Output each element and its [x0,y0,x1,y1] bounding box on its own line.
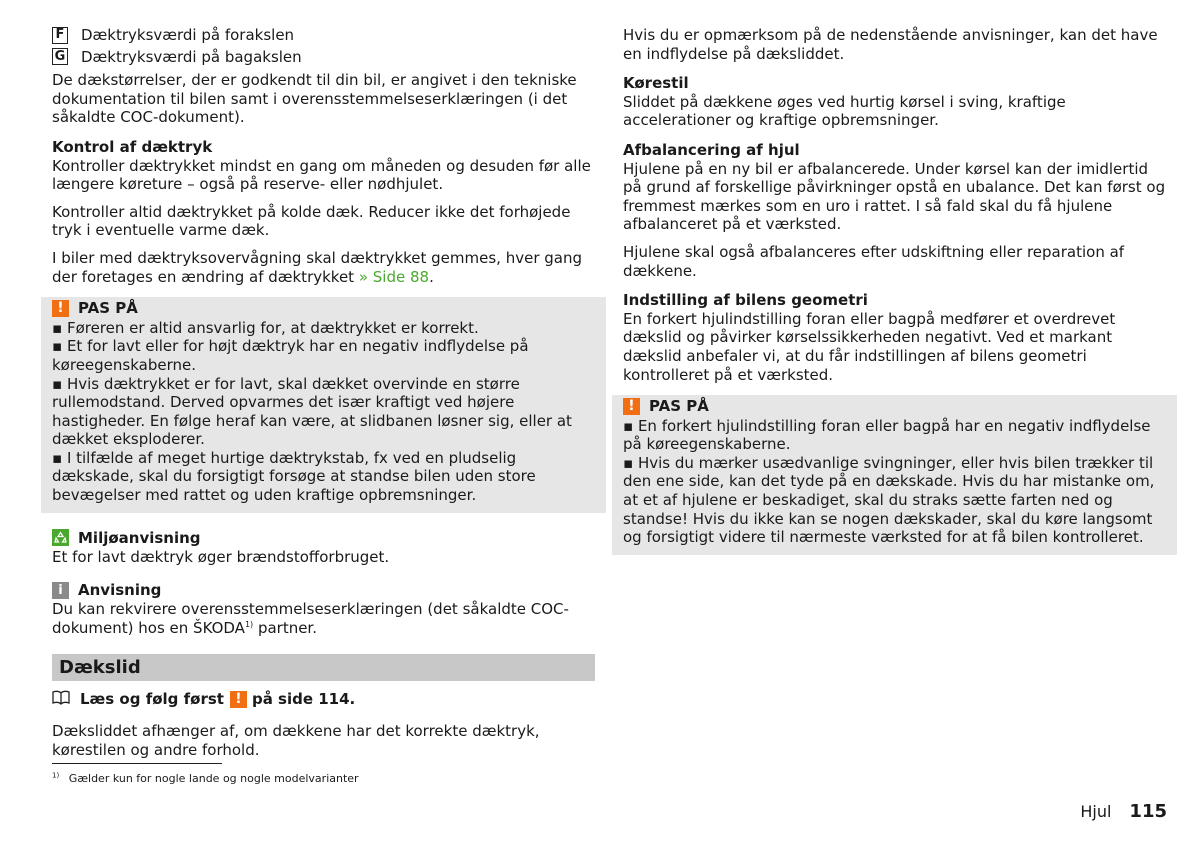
info-text-main: Du kan rekvirere overensstemmelseserklæringen (det såkaldte COC-dokument) hos en ŠKODA [52,600,569,638]
left-column [52,26,595,768]
warning-item: ▪ I tilfælde af meget hurtige dæktrykstab, fx ved en pludselig dækskade, skal du forsigtigt forsøge at standse bilen uden store bevægelser med rattet og uden kraftige opbremsninger. [52,448,536,505]
legend-letter-g: G [52,48,68,65]
environment-note [52,529,595,567]
wear-paragraph: Dæksliddet afhænger af, om dækkene har det korrekte dæktryk, kørestilen og andre forhold. [52,722,540,759]
geometry-heading: Indstilling af bilens geometri [623,291,868,310]
page-88-link[interactable]: » Side 88 [358,267,430,286]
warning-box-wheel-alignment [612,395,1177,555]
recycle-icon [52,529,69,546]
footnote-divider [52,763,222,764]
legend-letter-f: F [52,27,68,44]
warning-item-text: Hvis du mærker usædvanlige svingninger, eller hvis bilen trækker til den ene side, kan det tyde på en dækskade. Hvis du har mistanke om, at et af hjulene er beskadiget, skal du straks sætte farten ned og standse! Hvis du ikke kan se nogen dækskader, skal du køre langsomt og forsigtigt videre til nærmeste værksted for at få bilen kontrolleret. [623,453,1155,547]
style-text: Sliddet på dækkene øges ved hurtig kørsel i sving, kraftige accelerationer og kraftige opbremsninger. [623,92,1066,130]
warning-item-text: Føreren er altid ansvarlig for, at dæktrykket er korrekt. [66,318,479,337]
environment-text: Et for lavt dæktryk øger brændstofforbruget. [52,548,390,567]
warning-header [623,397,1166,416]
info-text-end: partner. [253,619,317,638]
read-first-suffix: på side 114. [251,690,356,709]
footnote [52,772,359,786]
legend-item-g [52,48,595,67]
warning-icon: ! [623,398,640,415]
geometry-text: En forkert hjulindstilling foran eller bagpå medfører et overdrevet dækslid og påvirker kørselssikkerheden negativt. Ved et markant dækslid anbefaler vi, at du får indstillingen af bilens geometri kontrolleret på et værksted. [623,309,1116,384]
section-title-bar: Dækslid [52,654,595,681]
control-paragraph-3 [52,249,595,286]
environment-title: Miljøanvisning [78,528,201,547]
environment-header [52,529,595,548]
right-intro: Hvis du er opmærksom på de nedenstående anvisninger, kan det have en indflydelse på dæksliddet. [623,26,1158,63]
warning-item-text: En forkert hjulindstilling foran eller bagpå har en negativ indflydelse på køreegenskaberne. [623,416,1151,454]
info-title: Anvisning [78,580,162,599]
page-number: 115 [1129,801,1167,822]
warning-item: ▪ Hvis du mærker usædvanlige svingninger, eller hvis bilen trækker til den ene side, kan det tyde på en dækskade. Hvis du har mistanke om, at et af hjulene er beskadiget, skal du straks sætte farten ned og standse! Hvis du ikke kan se nogen dækskader, skal du køre langsomt og forsigtigt videre til nærmeste værksted for at få bilen kontrolleret. [623,453,1155,547]
footnote-ref: 1) [244,620,254,630]
warning-item-text: I tilfælde af meget hurtige dæktrykstab, fx ved en pludselig dækskade, skal du forsigtigt forsøge at standse bilen uden store bevægelser med rattet og uden kraftige opbremsninger. [52,448,536,505]
book-icon [52,690,70,710]
warning-item: ▪ Et for lavt eller for højt dæktryk har en negativ indflydelse på køreegenskaberne. [52,337,529,374]
legend-text-f: Dæktryksværdi på forakslen [81,26,295,44]
legend-text-g: Dæktryksværdi på bagakslen [81,47,302,66]
warning-title: PAS PÅ [649,397,709,416]
warning-title: PAS PÅ [78,299,138,318]
control-paragraph-2: Kontroller altid dæktrykket på kolde dæk. Reducer ikke det forhøjede tryk i eventuelle varme dæk. [52,202,571,240]
read-first-line [52,690,595,710]
control-paragraph-1: Kontroller dæktrykket mindst en gang om måneden og desuden før alle længere køreture – også på reserve- eller nødhjulet. [52,156,591,194]
warning-item-text: Hvis dæktrykket er for lavt, skal dækket overvinde en større rullemodstand. Derved opvarmes det især kraftigt ved højere hastigheder. En følge heraf kan være, at slidbanen løsner sig, eller at dækket eksploderer. [52,374,572,449]
warning-header [52,299,595,318]
style-heading: Kørestil [623,74,689,93]
warning-item: ▪ Føreren er altid ansvarlig for, at dæktrykket er korrekt. [52,318,479,337]
control-paragraph-3-end: . [429,267,434,286]
warning-item: ▪ En forkert hjulindstilling foran eller bagpå har en negativ indflydelse på køreegenskaberne. [623,416,1151,454]
balance-heading: Afbalancering af hjul [623,140,800,159]
legend-item-f [52,26,595,45]
warning-item: ▪ Hvis dæktrykket er for lavt, skal dækket overvinde en større rullemodstand. Derved opvarmes det især kraftigt ved højere hastigheder. En følge heraf kan være, at slidbanen løsner sig, eller at dækket eksploderer. [52,374,572,449]
right-column [623,26,1166,571]
balance-paragraph-1: Hjulene på en ny bil er afbalancerede. Under kørsel kan der imidlertid på grund af forskellige påvirkninger opstå en ubalance. Det kan først og fremmest mærkes som en uro i rattet. I så fald skal du få hjulene afbalanceret på et værksted. [623,159,1166,234]
warning-icon: ! [230,691,247,708]
balance-paragraph-2: Hjulene skal også afbalanceres efter udskiftning eller reparation af dækkene. [623,242,1125,280]
warning-item-text: Et for lavt eller for højt dæktryk har en negativ indflydelse på køreegenskaberne. [52,337,529,374]
intro-paragraph: De dækstørrelser, der er godkendt til din bil, er angivet i den tekniske dokumentation til bilen samt i overensstemmelseserklæringen (i det såkaldte COC-dokument). [52,71,577,127]
warning-icon: ! [52,300,69,317]
info-icon: i [52,582,69,599]
warning-box-tire-pressure [41,297,606,513]
info-header [52,581,595,600]
chapter-name: Hjul [1080,802,1112,821]
footnote-text: Gælder kun for nogle lande og nogle modelvarianter [68,772,359,785]
control-heading: Kontrol af dæktryk [52,137,213,156]
info-note [52,581,595,638]
page-footer [1080,803,1167,822]
control-paragraph-3-text: I biler med dæktryksovervågning skal dæktrykket gemmes, hver gang der foretages en ændring af dæktrykket [52,248,583,286]
info-text [52,600,595,637]
footnote-marker: 1) [52,771,60,780]
read-first-prefix: Læs og følg først [80,690,224,709]
